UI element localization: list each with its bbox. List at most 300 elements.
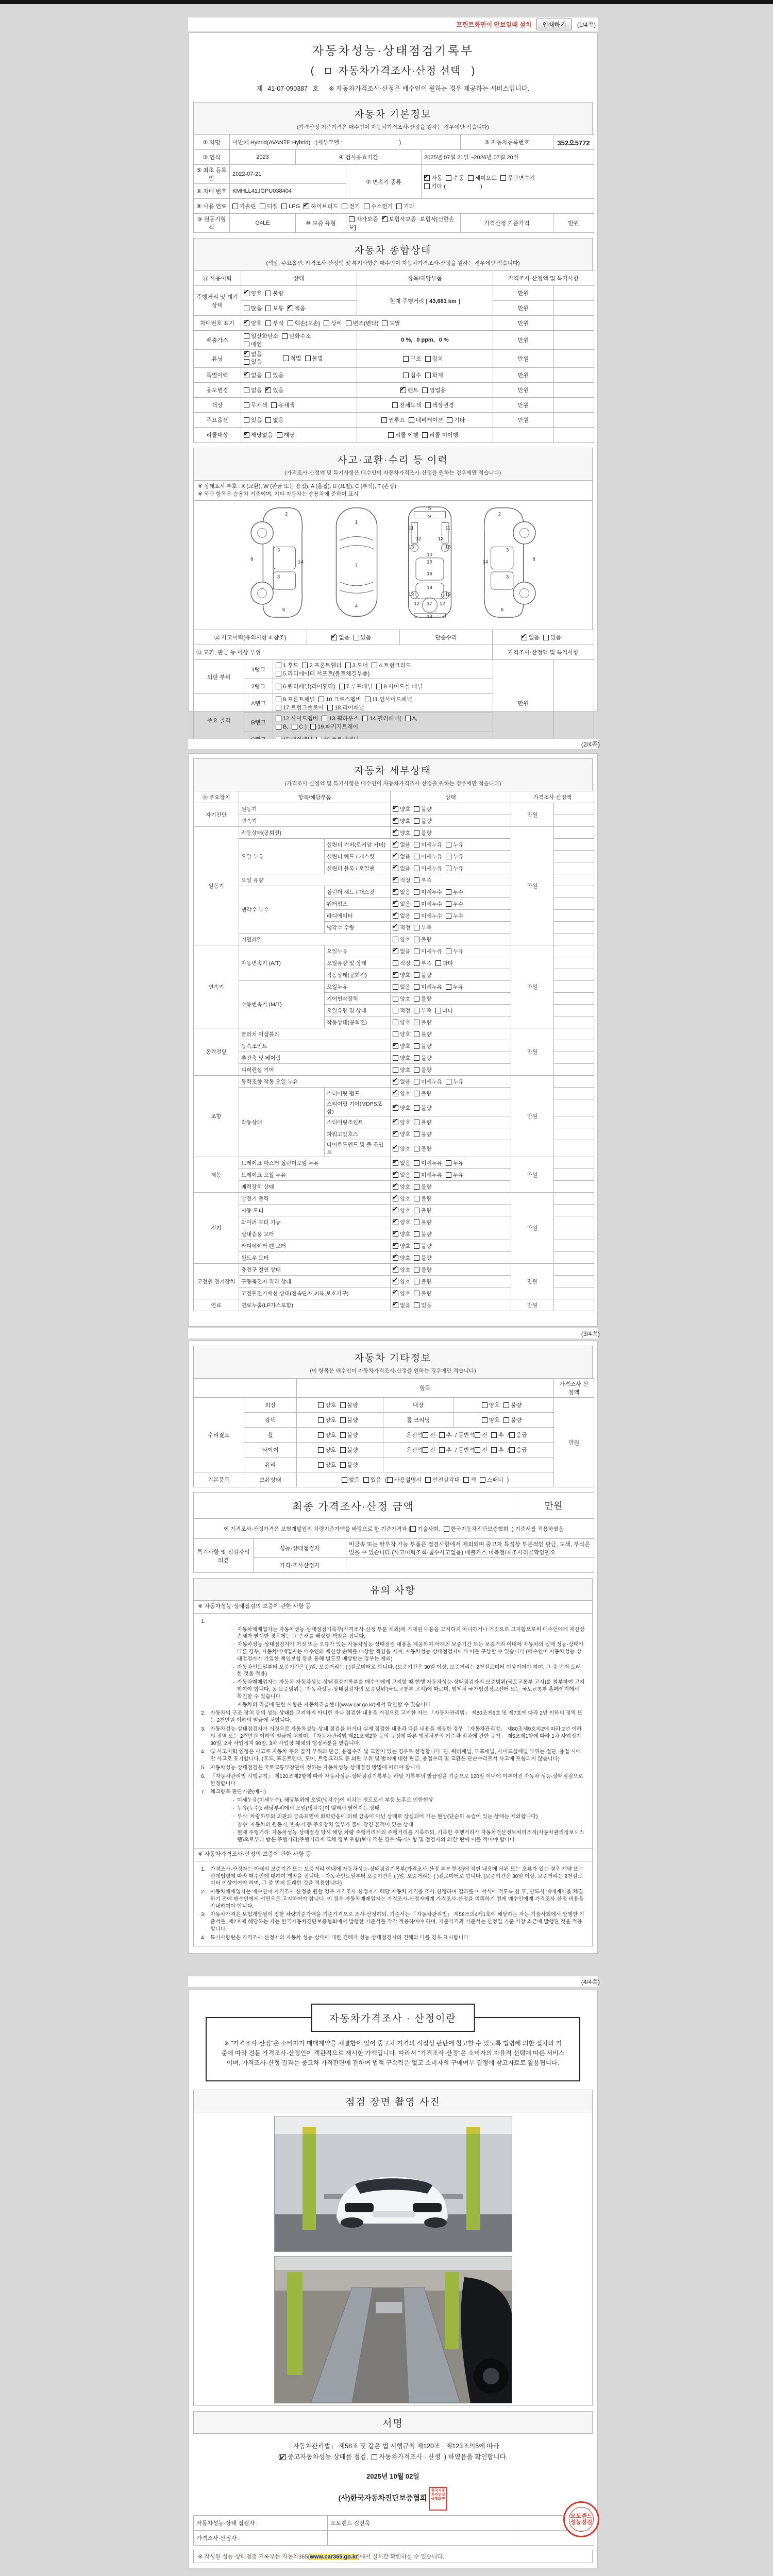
checkbox-unchecked[interactable] xyxy=(423,1432,428,1438)
checkbox-unchecked[interactable] xyxy=(446,948,451,954)
checkbox-option[interactable] xyxy=(283,354,301,362)
checkbox-option[interactable] xyxy=(393,829,410,837)
checkbox-unchecked[interactable] xyxy=(414,948,419,954)
checkbox-option[interactable] xyxy=(318,1431,336,1439)
checkbox-unchecked[interactable] xyxy=(425,372,431,378)
checkbox-unchecked[interactable] xyxy=(393,1067,398,1073)
checkbox-option[interactable] xyxy=(318,1446,336,1454)
checkbox-option[interactable] xyxy=(276,724,288,730)
checkbox-option[interactable] xyxy=(388,431,419,439)
checkbox-option[interactable] xyxy=(509,1446,527,1454)
checkbox-unchecked[interactable] xyxy=(265,417,271,423)
car365-link[interactable]: www.car365.go.kr xyxy=(310,2554,358,2560)
checkbox-option[interactable] xyxy=(305,354,323,362)
checkbox-option[interactable] xyxy=(324,319,342,327)
checkbox-checked[interactable] xyxy=(393,925,398,930)
checkbox-price-select[interactable] xyxy=(325,68,331,74)
checkbox-option[interactable] xyxy=(340,1431,358,1439)
checkbox-option[interactable] xyxy=(482,1401,500,1409)
checkbox-option[interactable] xyxy=(393,876,410,884)
checkbox-unchecked[interactable] xyxy=(414,972,419,978)
checkbox-unchecked[interactable] xyxy=(276,671,281,676)
checkbox-unchecked[interactable] xyxy=(446,866,451,871)
checkbox-option[interactable] xyxy=(393,1090,410,1097)
checkbox-option[interactable] xyxy=(265,371,283,379)
checkbox-option[interactable] xyxy=(271,401,295,409)
checkbox-unchecked[interactable] xyxy=(414,877,419,883)
checkbox-unchecked[interactable] xyxy=(414,842,419,848)
checkbox-unchecked[interactable] xyxy=(260,204,265,209)
checkbox-option[interactable] xyxy=(410,1525,440,1533)
checkbox-unchecked[interactable] xyxy=(414,1243,419,1249)
checkbox-option[interactable] xyxy=(393,959,410,967)
checkbox-unchecked[interactable] xyxy=(475,1447,480,1453)
checkbox-unchecked[interactable] xyxy=(414,1120,419,1125)
checkbox-option[interactable] xyxy=(414,865,442,872)
checkbox-option[interactable] xyxy=(414,829,431,837)
checkbox-option[interactable] xyxy=(446,865,463,872)
checkbox-unchecked[interactable] xyxy=(403,356,409,362)
checkbox-option[interactable] xyxy=(276,682,335,690)
checkbox-unchecked[interactable] xyxy=(393,1020,398,1025)
checkbox-option[interactable] xyxy=(364,202,393,210)
checkbox-option[interactable] xyxy=(393,1230,410,1238)
checkbox-option[interactable] xyxy=(393,1030,410,1038)
checkbox-unchecked[interactable] xyxy=(509,1447,515,1453)
checkbox-option[interactable] xyxy=(475,1431,488,1439)
checkbox-checked[interactable] xyxy=(393,972,398,978)
checkbox-unchecked[interactable] xyxy=(446,984,451,990)
checkbox-option[interactable] xyxy=(393,817,410,825)
checkbox-option[interactable] xyxy=(447,416,465,424)
checkbox-unchecked[interactable] xyxy=(276,684,281,689)
checkbox-option[interactable] xyxy=(414,1007,431,1014)
checkbox-unchecked[interactable] xyxy=(324,320,329,326)
checkbox-checked[interactable] xyxy=(393,1267,398,1273)
checkbox-unchecked[interactable] xyxy=(414,1208,419,1213)
checkbox-option[interactable] xyxy=(439,1431,452,1439)
checkbox-option[interactable] xyxy=(414,1078,442,1086)
checkbox-option[interactable] xyxy=(414,817,431,825)
checkbox-checked[interactable] xyxy=(393,1105,398,1111)
checkbox-option[interactable] xyxy=(425,401,455,409)
checkbox-unchecked[interactable] xyxy=(414,913,419,919)
checkbox-option[interactable] xyxy=(346,319,379,327)
checkbox-unchecked[interactable] xyxy=(446,1160,451,1166)
checkbox-option[interactable] xyxy=(393,1301,410,1309)
checkbox-option[interactable] xyxy=(339,682,373,690)
checkbox-unchecked[interactable] xyxy=(446,889,451,895)
checkbox-unchecked[interactable] xyxy=(447,417,452,423)
checkbox-option[interactable] xyxy=(304,202,338,210)
checkbox-option[interactable] xyxy=(503,1416,522,1424)
checkbox-option[interactable] xyxy=(363,1476,381,1484)
checkbox-option[interactable] xyxy=(393,1042,410,1050)
checkbox-option[interactable] xyxy=(422,431,458,439)
checkbox-option[interactable] xyxy=(414,888,442,896)
checkbox-option[interactable] xyxy=(393,1145,410,1153)
checkbox-option[interactable] xyxy=(425,354,443,363)
checkbox-option[interactable] xyxy=(393,1266,410,1274)
checkbox-option[interactable] xyxy=(393,1019,410,1026)
checkbox-unchecked[interactable] xyxy=(362,716,368,721)
checkbox-checked[interactable] xyxy=(265,387,271,393)
checkbox-option[interactable] xyxy=(414,1266,431,1274)
checkbox-unchecked[interactable] xyxy=(281,204,287,209)
checkbox-option[interactable] xyxy=(244,351,262,359)
checkbox-unchecked[interactable] xyxy=(446,1079,451,1084)
checkbox-checked[interactable] xyxy=(393,889,398,895)
checkbox-checked[interactable] xyxy=(393,1219,398,1225)
checkbox-unchecked[interactable] xyxy=(414,1008,419,1013)
checkbox-checked[interactable] xyxy=(393,1160,398,1166)
checkbox-option[interactable] xyxy=(403,354,421,363)
checkbox-option[interactable] xyxy=(414,1171,442,1179)
checkbox-unchecked[interactable] xyxy=(414,925,419,930)
checkbox-unchecked[interactable] xyxy=(342,204,347,209)
checkbox-option[interactable] xyxy=(414,1145,431,1153)
checkbox-option[interactable] xyxy=(393,1066,410,1074)
checkbox-option[interactable] xyxy=(265,304,283,312)
checkbox-unchecked[interactable] xyxy=(318,1432,324,1438)
checkbox-unchecked[interactable] xyxy=(318,1417,324,1423)
checkbox-option[interactable] xyxy=(414,971,431,979)
checkbox-option[interactable] xyxy=(244,304,262,312)
checkbox-option[interactable] xyxy=(342,1476,360,1484)
checkbox-option[interactable] xyxy=(446,912,463,920)
checkbox-unchecked[interactable] xyxy=(424,183,430,189)
checkbox-checked[interactable] xyxy=(393,901,398,907)
checkbox-unchecked[interactable] xyxy=(276,697,281,702)
checkbox-option[interactable] xyxy=(424,182,446,190)
checkbox-checked[interactable] xyxy=(393,948,398,954)
checkbox-option[interactable] xyxy=(372,661,411,669)
checkbox-unchecked[interactable] xyxy=(491,1447,497,1453)
checkbox-option[interactable] xyxy=(414,1130,431,1138)
checkbox-option[interactable] xyxy=(435,959,453,967)
checkbox-unchecked[interactable] xyxy=(414,1031,419,1037)
checkbox-option[interactable] xyxy=(393,1104,410,1112)
checkbox-option[interactable] xyxy=(543,633,561,641)
checkbox-option[interactable] xyxy=(393,1118,410,1126)
checkbox-checked[interactable] xyxy=(393,1184,398,1190)
checkbox-option[interactable] xyxy=(244,332,278,340)
checkbox-checked[interactable] xyxy=(393,1231,398,1237)
checkbox-unchecked[interactable] xyxy=(363,1477,369,1483)
checkbox-checked[interactable] xyxy=(393,1131,398,1137)
checkbox-option[interactable] xyxy=(244,371,262,379)
checkbox-unchecked[interactable] xyxy=(482,1402,488,1408)
checkbox-option[interactable] xyxy=(282,332,311,340)
checkbox-option[interactable] xyxy=(446,1078,463,1086)
checkbox-option[interactable] xyxy=(414,900,442,908)
checkbox-option[interactable] xyxy=(393,888,410,896)
checkbox-option[interactable] xyxy=(414,983,442,991)
checkbox-option[interactable] xyxy=(387,1476,422,1484)
checkbox-option[interactable] xyxy=(393,805,410,813)
checkbox-option[interactable] xyxy=(446,853,463,860)
checkbox-unchecked[interactable] xyxy=(439,1432,445,1438)
checkbox-option[interactable] xyxy=(381,416,405,424)
checkbox-unchecked[interactable] xyxy=(463,1477,469,1483)
checkbox-unchecked[interactable] xyxy=(414,1219,419,1225)
checkbox-option[interactable] xyxy=(446,1171,463,1179)
checkbox-unchecked[interactable] xyxy=(414,1160,419,1166)
checkbox-unchecked[interactable] xyxy=(414,1267,419,1273)
checkbox-unchecked[interactable] xyxy=(422,432,428,438)
checkbox-checked[interactable] xyxy=(393,842,398,848)
checkbox-option[interactable] xyxy=(414,912,442,920)
checkbox-checked[interactable] xyxy=(244,432,249,438)
checkbox-option[interactable] xyxy=(354,633,372,641)
checkbox-unchecked[interactable] xyxy=(271,402,277,408)
checkbox-option[interactable] xyxy=(414,1159,442,1167)
checkbox-option[interactable] xyxy=(281,204,300,210)
checkbox-option[interactable] xyxy=(480,1476,503,1484)
checkbox-checked[interactable] xyxy=(393,1146,398,1151)
checkbox-unchecked[interactable] xyxy=(372,663,377,668)
checkbox-option[interactable] xyxy=(292,724,307,730)
checkbox-option[interactable] xyxy=(382,319,400,327)
checkbox-option[interactable] xyxy=(327,703,364,711)
checkbox-option[interactable] xyxy=(393,1130,410,1138)
checkbox-option[interactable] xyxy=(444,1525,509,1533)
checkbox-unchecked[interactable] xyxy=(327,705,333,710)
checkbox-option[interactable] xyxy=(409,416,443,424)
checkbox-option[interactable] xyxy=(244,416,262,424)
checkbox-checked[interactable] xyxy=(393,1279,398,1284)
checkbox-option[interactable] xyxy=(372,2452,441,2463)
checkbox-unchecked[interactable] xyxy=(277,432,282,438)
checkbox-unchecked[interactable] xyxy=(414,1020,419,1025)
checkbox-option[interactable] xyxy=(318,1401,336,1409)
checkbox-unchecked[interactable] xyxy=(318,1402,324,1408)
checkbox-option[interactable] xyxy=(244,386,262,394)
checkbox-option[interactable] xyxy=(414,1278,431,1285)
checkbox-option[interactable] xyxy=(393,971,410,979)
checkbox-unchecked[interactable] xyxy=(364,204,369,209)
checkbox-option[interactable] xyxy=(405,716,417,722)
checkbox-option[interactable] xyxy=(276,714,318,722)
checkbox-unchecked[interactable] xyxy=(509,1432,515,1438)
checkbox-option[interactable] xyxy=(414,1054,431,1062)
checkbox-checked[interactable] xyxy=(393,1043,398,1049)
checkbox-checked[interactable] xyxy=(400,387,406,393)
checkbox-unchecked[interactable] xyxy=(503,1417,509,1423)
checkbox-unchecked[interactable] xyxy=(393,984,398,990)
checkbox-unchecked[interactable] xyxy=(425,356,431,362)
checkbox-unchecked[interactable] xyxy=(244,359,249,365)
checkbox-unchecked[interactable] xyxy=(405,716,411,721)
checkbox-unchecked[interactable] xyxy=(244,387,249,393)
checkbox-unchecked[interactable] xyxy=(425,402,431,408)
checkbox-unchecked[interactable] xyxy=(393,937,398,942)
checkbox-unchecked[interactable] xyxy=(393,996,398,1002)
checkbox-unchecked[interactable] xyxy=(276,716,281,721)
checkbox-option[interactable] xyxy=(244,289,262,297)
checkbox-checked[interactable] xyxy=(393,1120,398,1125)
checkbox-option[interactable] xyxy=(393,900,410,908)
checkbox-unchecked[interactable] xyxy=(414,830,419,836)
checkbox-unchecked[interactable] xyxy=(414,960,419,966)
checkbox-checked[interactable] xyxy=(393,806,398,812)
checkbox-option[interactable] xyxy=(340,1446,358,1454)
checkbox-unchecked[interactable] xyxy=(414,1079,419,1084)
checkbox-unchecked[interactable] xyxy=(232,204,238,209)
checkbox-option[interactable] xyxy=(414,924,431,931)
checkbox-unchecked[interactable] xyxy=(381,417,387,423)
checkbox-option[interactable] xyxy=(414,995,431,1003)
checkbox-checked[interactable] xyxy=(393,1302,398,1308)
checkbox-option[interactable] xyxy=(340,1416,358,1424)
checkbox-unchecked[interactable] xyxy=(392,402,398,408)
checkbox-unchecked[interactable] xyxy=(382,320,388,326)
checkbox-unchecked[interactable] xyxy=(393,1055,398,1061)
checkbox-unchecked[interactable] xyxy=(414,1196,419,1201)
checkbox-checked[interactable] xyxy=(244,351,249,357)
checkbox-unchecked[interactable] xyxy=(345,663,351,668)
checkbox-unchecked[interactable] xyxy=(491,1432,497,1438)
checkbox-option[interactable] xyxy=(491,1431,504,1439)
checkbox-unchecked[interactable] xyxy=(475,1432,480,1438)
checkbox-option[interactable] xyxy=(414,1090,431,1097)
checkbox-unchecked[interactable] xyxy=(403,372,409,378)
checkbox-unchecked[interactable] xyxy=(414,937,419,942)
checkbox-option[interactable] xyxy=(276,695,315,703)
checkbox-checked[interactable] xyxy=(393,1255,398,1261)
checkbox-checked[interactable] xyxy=(393,818,398,824)
checkbox-option[interactable] xyxy=(475,1446,488,1454)
checkbox-option[interactable] xyxy=(468,174,497,182)
checkbox-unchecked[interactable] xyxy=(276,663,281,668)
checkbox-checked[interactable] xyxy=(393,1243,398,1249)
checkbox-checked[interactable] xyxy=(393,1196,398,1201)
checkbox-option[interactable] xyxy=(393,1278,410,1285)
checkbox-option[interactable] xyxy=(302,661,341,669)
checkbox-unchecked[interactable] xyxy=(425,1477,431,1483)
checkbox-checked[interactable] xyxy=(331,635,337,640)
checkbox-option[interactable] xyxy=(393,1218,410,1226)
checkbox-option[interactable] xyxy=(393,1290,410,1297)
checkbox-unchecked[interactable] xyxy=(340,1417,346,1423)
checkbox-option[interactable] xyxy=(414,1118,431,1126)
checkbox-option[interactable] xyxy=(414,1254,431,1262)
checkbox-unchecked[interactable] xyxy=(414,1279,419,1284)
checkbox-unchecked[interactable] xyxy=(305,355,311,361)
checkbox-option[interactable] xyxy=(393,1078,410,1086)
checkbox-option[interactable] xyxy=(414,1207,431,1214)
checkbox-option[interactable] xyxy=(288,304,306,312)
checkbox-option[interactable] xyxy=(414,1218,431,1226)
checkbox-option[interactable] xyxy=(503,1401,522,1409)
checkbox-unchecked[interactable] xyxy=(340,1432,346,1438)
checkbox-unchecked[interactable] xyxy=(393,1008,398,1013)
checkbox-option[interactable] xyxy=(393,1195,410,1202)
checkbox-unchecked[interactable] xyxy=(410,1526,416,1532)
checkbox-option[interactable] xyxy=(288,319,321,327)
checkbox-unchecked[interactable] xyxy=(387,1477,393,1483)
checkbox-unchecked[interactable] xyxy=(468,175,474,181)
checkbox-option[interactable] xyxy=(276,661,298,669)
checkbox-option[interactable] xyxy=(362,714,401,722)
checkbox-option[interactable] xyxy=(318,695,361,703)
checkbox-unchecked[interactable] xyxy=(265,291,271,296)
checkbox-unchecked[interactable] xyxy=(376,684,382,689)
checkbox-checked[interactable] xyxy=(393,1079,398,1084)
checkbox-unchecked[interactable] xyxy=(244,333,249,339)
checkbox-unchecked[interactable] xyxy=(480,1477,485,1483)
checkbox-unchecked[interactable] xyxy=(409,417,414,423)
checkbox-option[interactable] xyxy=(322,714,359,722)
checkbox-option[interactable] xyxy=(509,1431,527,1439)
checkbox-option[interactable] xyxy=(244,319,262,327)
checkbox-checked[interactable] xyxy=(393,830,398,836)
checkbox-unchecked[interactable] xyxy=(446,901,451,907)
checkbox-option[interactable] xyxy=(393,983,410,991)
checkbox-unchecked[interactable] xyxy=(435,1008,441,1013)
checkbox-unchecked[interactable] xyxy=(414,1172,419,1178)
checkbox-unchecked[interactable] xyxy=(265,306,271,311)
checkbox-unchecked[interactable] xyxy=(283,355,289,361)
checkbox-unchecked[interactable] xyxy=(414,1105,419,1111)
checkbox-option[interactable] xyxy=(439,1446,452,1454)
checkbox-option[interactable] xyxy=(482,1416,500,1424)
checkbox-option[interactable] xyxy=(414,1066,431,1074)
checkbox-option[interactable] xyxy=(265,319,283,327)
checkbox-option[interactable] xyxy=(376,682,423,690)
checkbox-option[interactable] xyxy=(393,1159,410,1167)
checkbox-option[interactable] xyxy=(446,888,463,896)
checkbox-option[interactable] xyxy=(414,805,431,813)
checkbox-unchecked[interactable] xyxy=(414,1184,419,1190)
checkbox-option[interactable] xyxy=(393,1254,410,1262)
checkbox-option[interactable] xyxy=(422,386,446,394)
checkbox-option[interactable] xyxy=(393,1183,410,1191)
checkbox-option[interactable] xyxy=(244,340,262,348)
checkbox-unchecked[interactable] xyxy=(276,724,281,730)
checkbox-unchecked[interactable] xyxy=(439,1447,445,1453)
checkbox-unchecked[interactable] xyxy=(339,684,345,689)
checkbox-option[interactable] xyxy=(414,1242,431,1250)
checkbox-unchecked[interactable] xyxy=(365,697,371,702)
checkbox-unchecked[interactable] xyxy=(349,216,355,222)
checkbox-option[interactable] xyxy=(491,1446,504,1454)
checkbox-option[interactable] xyxy=(276,669,369,677)
checkbox-checked[interactable] xyxy=(393,877,398,883)
checkbox-unchecked[interactable] xyxy=(414,889,419,895)
checkbox-option[interactable] xyxy=(393,912,410,920)
checkbox-unchecked[interactable] xyxy=(393,960,398,966)
checkbox-unchecked[interactable] xyxy=(288,320,293,326)
checkbox-unchecked[interactable] xyxy=(423,1447,428,1453)
checkbox-unchecked[interactable] xyxy=(276,705,281,710)
checkbox-option[interactable] xyxy=(414,1301,431,1309)
checkbox-unchecked[interactable] xyxy=(482,1417,488,1423)
checkbox-checked[interactable] xyxy=(393,1291,398,1296)
checkbox-checked[interactable] xyxy=(424,175,430,181)
checkbox-option[interactable] xyxy=(414,853,442,860)
checkbox-option[interactable] xyxy=(446,947,463,955)
checkbox-option[interactable] xyxy=(446,983,463,991)
checkbox-option[interactable] xyxy=(393,936,410,943)
checkbox-option[interactable] xyxy=(393,947,410,955)
checkbox-unchecked[interactable] xyxy=(414,1043,419,1049)
checkbox-checked[interactable] xyxy=(393,854,398,859)
checkbox-unchecked[interactable] xyxy=(322,716,327,721)
checkbox-unchecked[interactable] xyxy=(346,320,351,326)
checkbox-option[interactable] xyxy=(265,386,283,394)
checkbox-unchecked[interactable] xyxy=(244,402,249,408)
